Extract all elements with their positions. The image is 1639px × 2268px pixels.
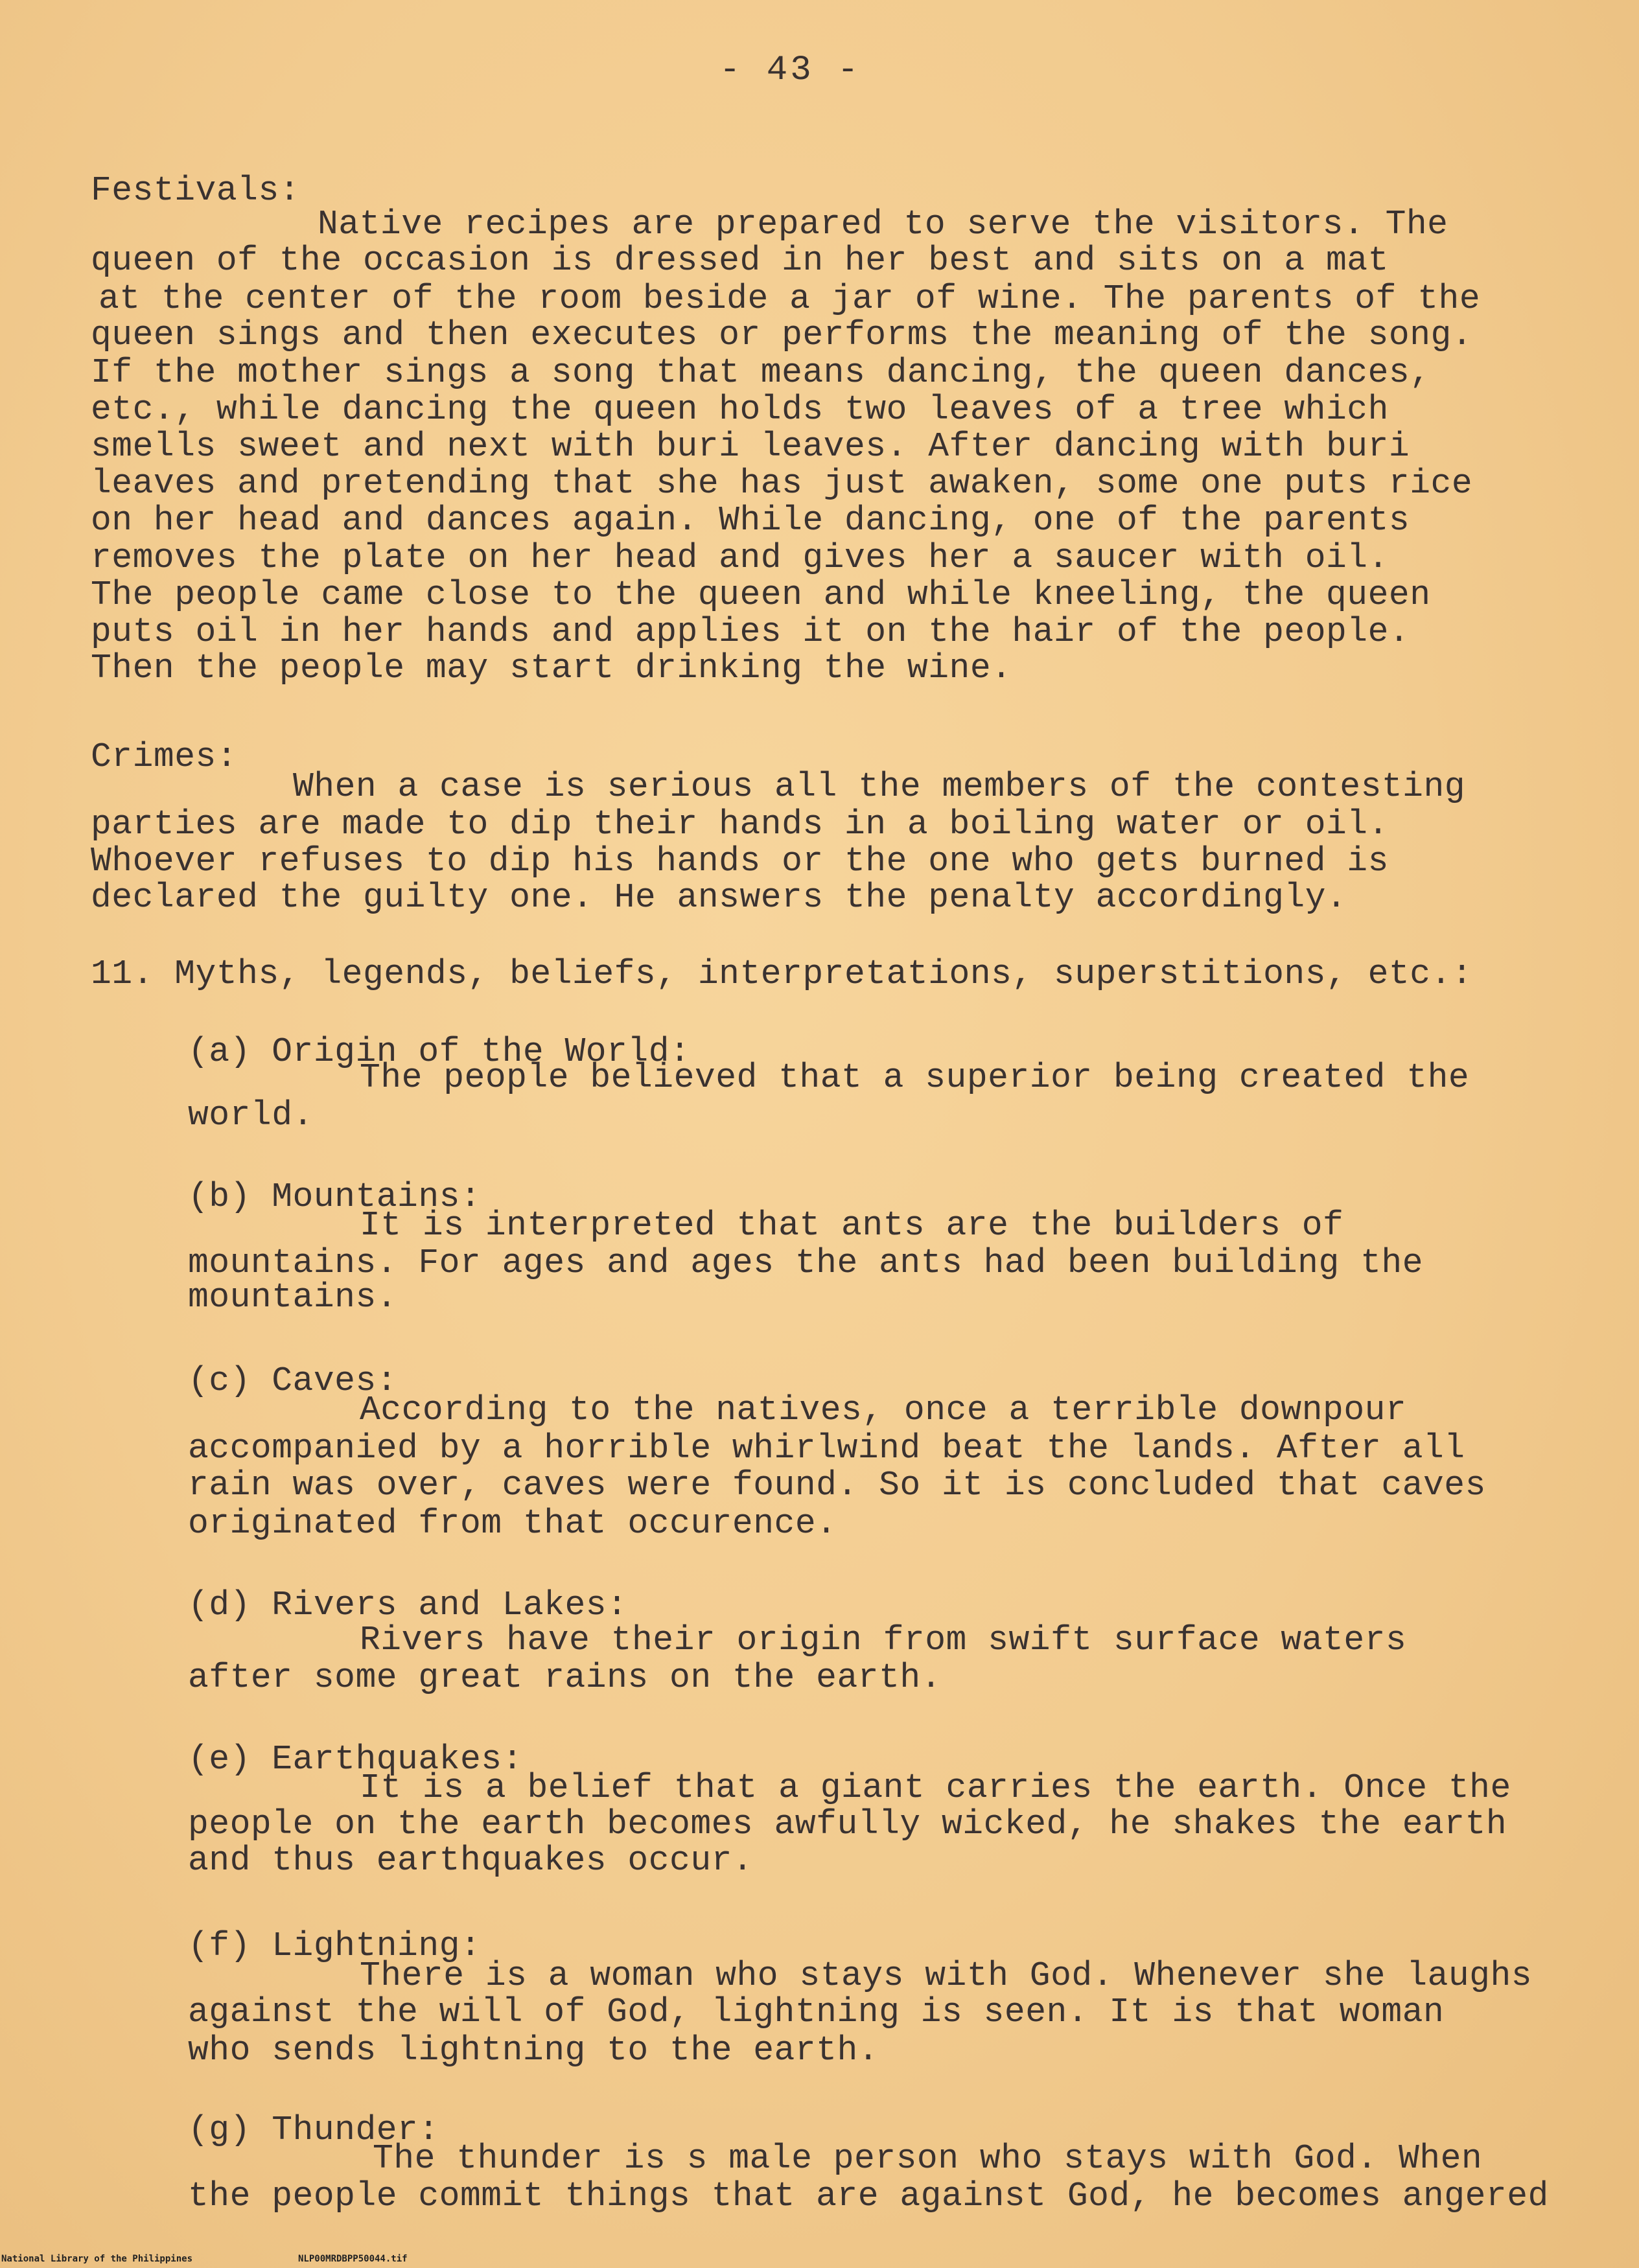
festivals-line: smells sweet and next with buri leaves. After dancing with buri (91, 427, 1410, 466)
earthquakes-line: It is a belief that a giant carries the earth. Once the (360, 1768, 1511, 1807)
earthquakes-line: people on the earth becomes awfully wicked, he shakes the earth (188, 1805, 1507, 1844)
festivals-line: If the mother sings a song that means dancing, the queen dances, (91, 353, 1431, 392)
festivals-line: Native recipes are prepared to serve the visitors. The (318, 205, 1448, 244)
footer-library: National Library of the Philippines (1, 2254, 193, 2264)
caves-line: originated from that occurence. (188, 1504, 837, 1543)
page-number: - 43 - (719, 51, 861, 90)
festivals-heading: Festivals: (91, 171, 301, 210)
myths-heading: 11. Myths, legends, beliefs, interpretations, superstitions, etc.: (91, 955, 1473, 993)
lightning-line: who sends lightning to the earth. (188, 2031, 879, 2070)
mountains-line: mountains. (188, 1278, 398, 1317)
caves-line: accompanied by a horrible whirlwind beat the lands. After all (188, 1429, 1465, 1468)
festivals-line: on her head and dances again. While dancing, one of the parents (91, 501, 1410, 540)
mountains-line: mountains. For ages and ages the ants had been building the (188, 1244, 1424, 1282)
origin-line: world. (188, 1096, 314, 1135)
rivers-heading: (d) Rivers and Lakes: (188, 1586, 628, 1625)
crimes-line: When a case is serious all the members of the contesting (293, 767, 1466, 806)
mountains-line: It is interpreted that ants are the builders of (360, 1206, 1344, 1245)
festivals-line: leaves and pretending that she has just awaken, some one puts rice (91, 464, 1473, 503)
crimes-line: declared the guilty one. He answers the penalty accordingly. (91, 878, 1347, 917)
caves-heading: (c) Caves: (188, 1361, 398, 1400)
festivals-line: The people came close to the queen and while kneeling, the queen (91, 575, 1431, 614)
mountains-heading: (b) Mountains: (188, 1177, 482, 1216)
crimes-line: parties are made to dip their hands in a boiling water or oil. (91, 805, 1389, 844)
footer-filename: NLP00MRDBPP50044.tif (298, 2254, 408, 2264)
thunder-heading: (g) Thunder: (188, 2111, 439, 2149)
lightning-line: against the will of God, lightning is seen. It is that woman (188, 1993, 1445, 2031)
festivals-line: queen sings and then executes or performs the meaning of the song. (91, 316, 1473, 354)
caves-line: rain was over, caves were found. So it is concluded that caves (188, 1466, 1486, 1505)
earthquakes-heading: (e) Earthquakes: (188, 1740, 523, 1779)
festivals-line: etc., while dancing the queen holds two leaves of a tree which (91, 390, 1389, 429)
festivals-line: queen of the occasion is dressed in her best and sits on a mat (91, 241, 1389, 280)
origin-heading: (a) Origin of the World: (188, 1032, 691, 1071)
festivals-line: puts oil in her hands and applies it on the hair of the people. (91, 612, 1410, 651)
earthquakes-line: and thus earthquakes occur. (188, 1841, 754, 1880)
festivals-line: Then the people may start drinking the wine. (91, 649, 1012, 688)
thunder-line: the people commit things that are against God, he becomes angered (188, 2177, 1549, 2216)
lightning-heading: (f) Lightning: (188, 1927, 482, 1965)
thunder-line: The thunder is s male person who stays with God. When (373, 2139, 1483, 2178)
festivals-line: removes the plate on her head and gives her a saucer with oil. (91, 538, 1389, 577)
rivers-line: after some great rains on the earth. (188, 1658, 942, 1697)
rivers-line: Rivers have their origin from swift surface waters (360, 1621, 1407, 1660)
festivals-line: at the center of the room beside a jar of wine. The parents of the (99, 279, 1481, 318)
crimes-line: Whoever refuses to dip his hands or the one who gets burned is (91, 842, 1389, 881)
origin-line: The people believed that a superior being created the (360, 1058, 1470, 1097)
crimes-heading: Crimes: (91, 737, 238, 776)
caves-line: According to the natives, once a terrible downpour (360, 1391, 1407, 1429)
lightning-line: There is a woman who stays with God. Whenever she laughs (360, 1956, 1533, 1995)
